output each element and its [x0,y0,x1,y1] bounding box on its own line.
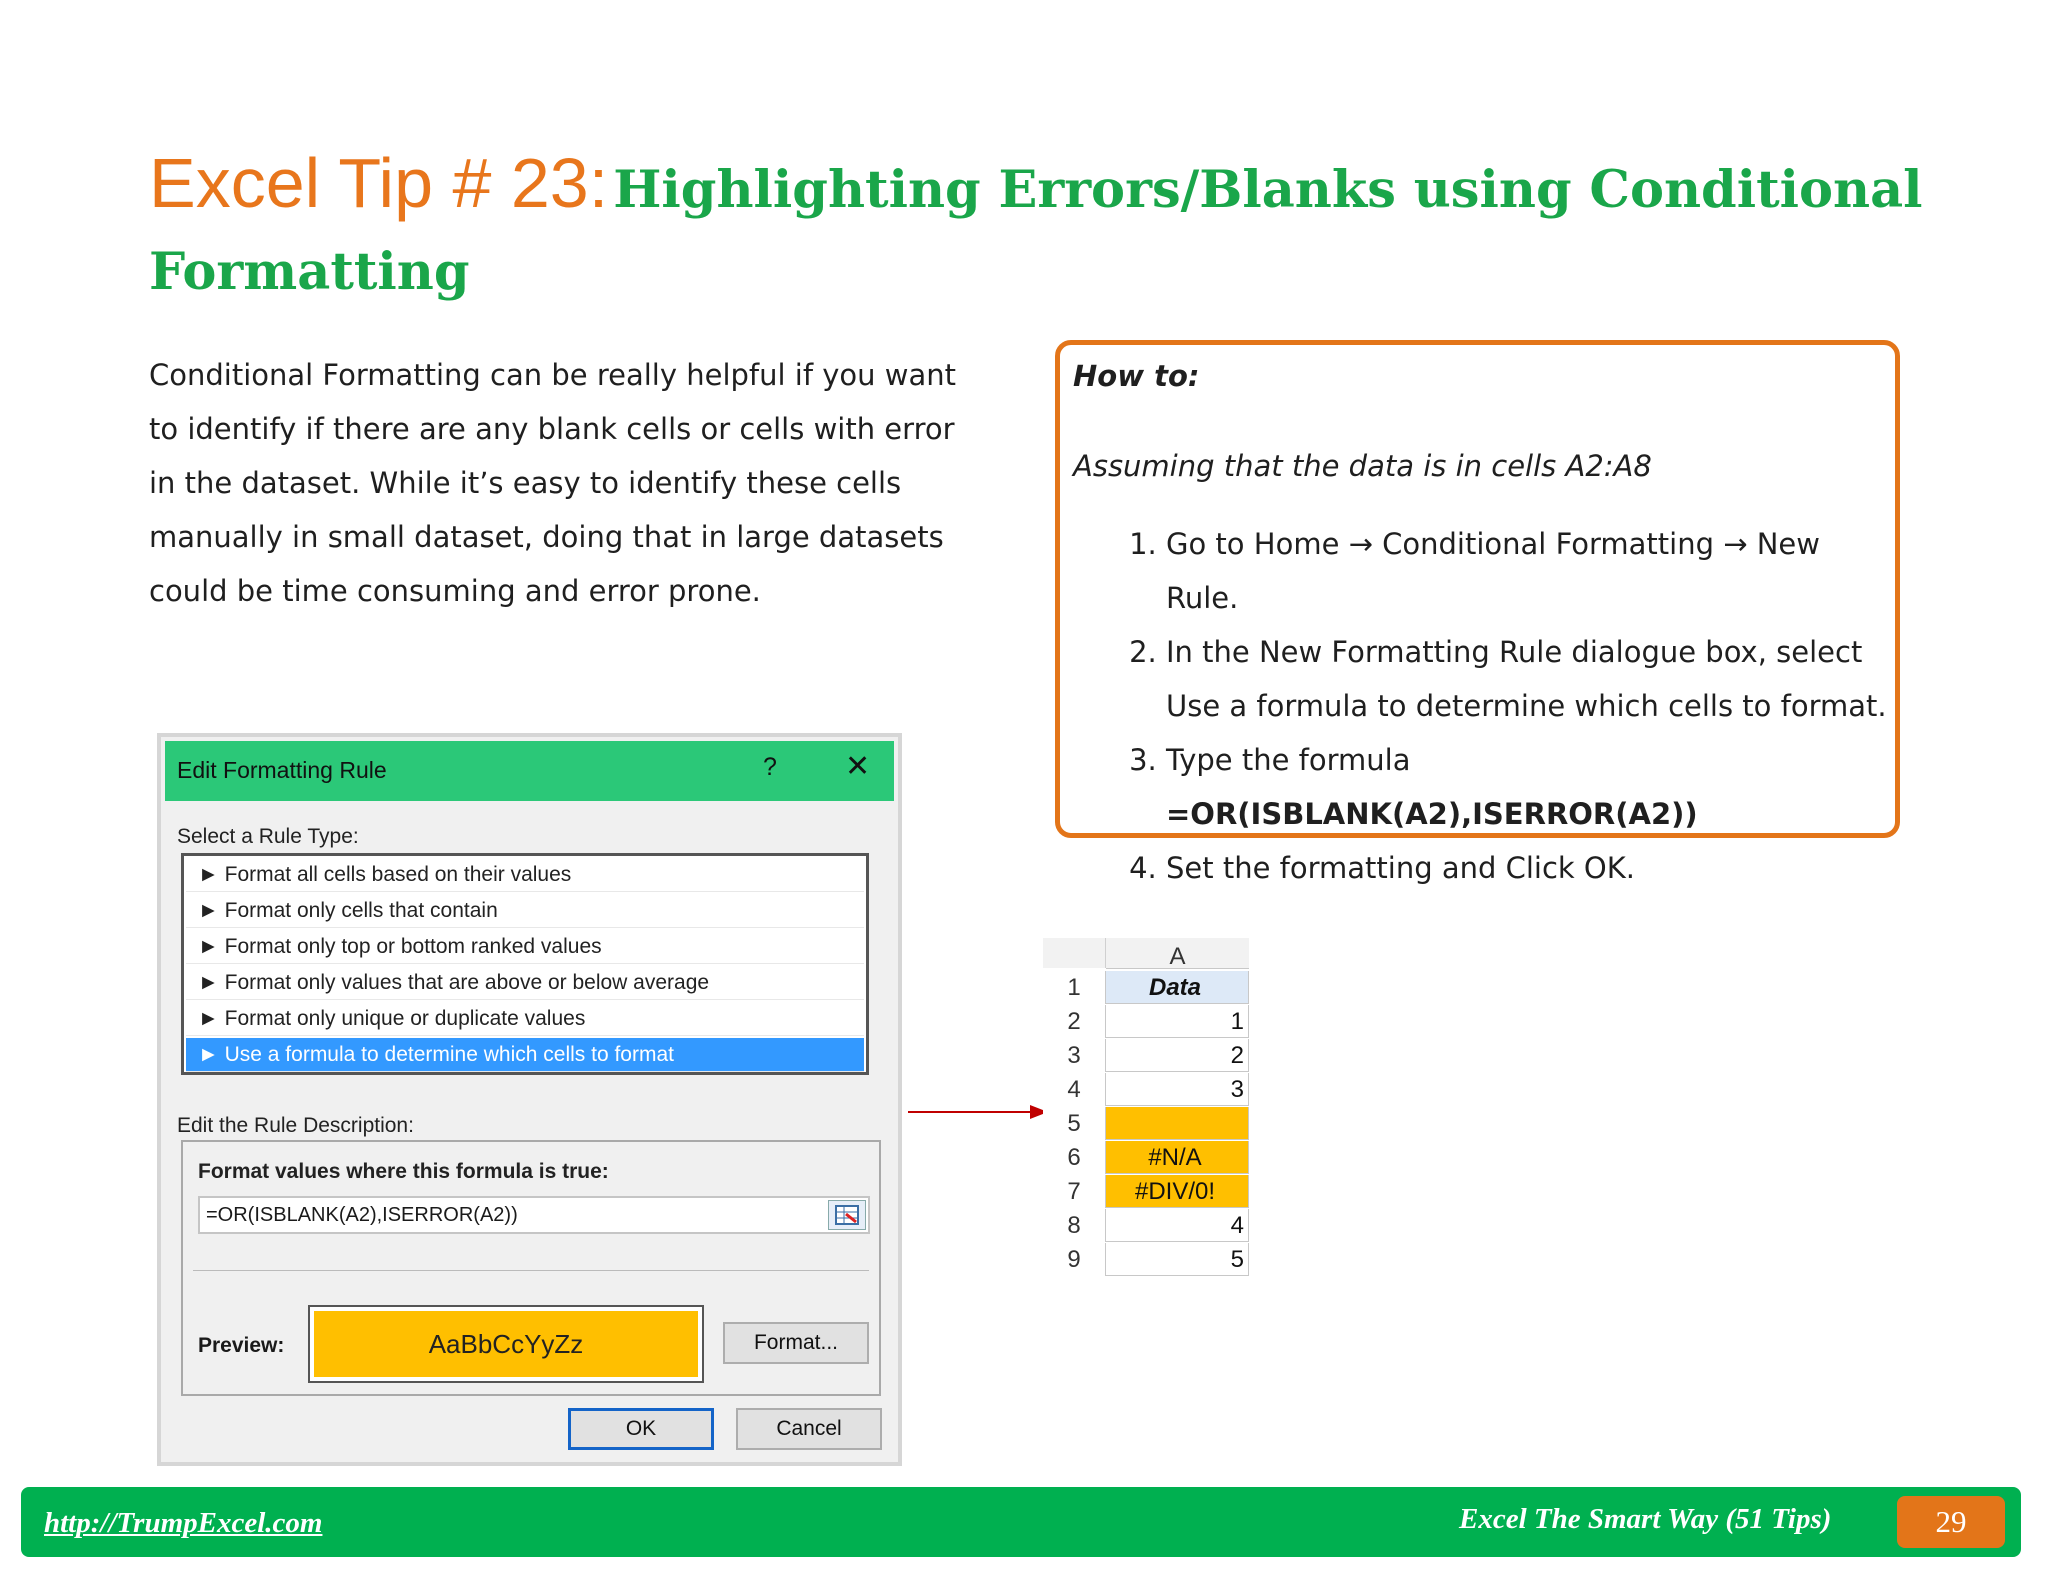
edit-rule-description-label: Edit the Rule Description: [177,1114,414,1137]
close-icon[interactable]: ✕ [845,750,871,783]
select-all-corner [1043,938,1106,968]
footer-link[interactable]: http://TrumpExcel.com [44,1507,323,1539]
step-item: 1. Go to Home → Conditional Formatting → New Rule. [1166,517,1901,625]
select-rule-type-label: Select a Rule Type: [177,825,359,848]
rule-type-list[interactable] [181,853,869,1075]
dialog-title: Edit Formatting Rule [177,757,387,783]
step-item: 2. In the New Formatting Rule dialogue box, select Use a formula to determine which cells to format. [1166,625,1901,733]
cell: 2 [1106,1039,1249,1072]
rule-description-panel [181,1140,881,1396]
formula-label: Format values where this formula is true: [198,1160,609,1183]
rule-type-item[interactable]: ► Format all cells based on their values [186,858,864,892]
ok-button[interactable]: OK [568,1408,714,1450]
arrow-icon [908,1100,1048,1124]
assumption-text: Assuming that the data is in cells A2:A8 [1073,449,1652,483]
format-button[interactable]: Format... [723,1322,869,1364]
tip-heading: Highlighting Errors/Blanks using Conditional Formatting [149,160,1923,302]
row-number: 4 [1043,1073,1106,1106]
row-number: 3 [1043,1039,1106,1072]
cell: 1 [1106,1005,1249,1038]
how-to-box [1055,340,1900,885]
rule-type-item-selected[interactable]: ► Use a formula to determine which cells to format [186,1038,864,1072]
row-number: 8 [1043,1209,1106,1242]
format-preview [308,1305,704,1383]
sheet-row [1043,971,1250,1004]
range-select-icon[interactable] [828,1200,866,1230]
help-button[interactable]: ? [763,753,777,781]
row-number: 1 [1043,971,1106,1004]
step-text: Type the formula [1166,743,1411,777]
cell: 4 [1106,1209,1249,1242]
step-formula: =OR(ISBLANK(A2),ISERROR(A2)) [1166,797,1698,831]
row-number: 5 [1043,1107,1106,1140]
sheet-row [1043,1209,1250,1242]
sheet-row [1043,1073,1250,1106]
preview-text: AaBbCcYyZz [314,1311,698,1377]
sheet-row [1043,1141,1250,1174]
rule-type-item[interactable]: ► Format only values that are above or below average [186,966,864,1000]
row-number: 7 [1043,1175,1106,1208]
intro-paragraph: Conditional Formatting can be really helpful if you want to identify if there are any blank cells or cells with error in the dataset. While it’s easy to identify these cells manually in small dataset, doing that in large datasets could be time consuming and error prone. [149,358,957,608]
formula-input[interactable] [198,1196,870,1234]
sheet-row [1043,1039,1250,1072]
steps-list [1130,517,1901,895]
book-title: Excel The Smart Way (51 Tips) [1459,1503,1832,1535]
divider [193,1270,869,1271]
cancel-button[interactable]: Cancel [736,1408,882,1450]
sheet-row [1043,1107,1250,1140]
column-header-a: A [1106,938,1249,969]
cell: 3 [1106,1073,1249,1106]
page-number: 29 [1897,1496,2005,1548]
row-number: 2 [1043,1005,1106,1038]
step-item: 4. Set the formatting and Click OK. [1166,841,1901,895]
page-footer [21,1487,2021,1557]
sheet-row [1043,1005,1250,1038]
rule-type-item[interactable]: ► Format only cells that contain [186,894,864,928]
sheet-row [1043,1243,1250,1276]
rule-type-item[interactable]: ► Format only top or bottom ranked values [186,930,864,964]
cell-highlighted [1106,1107,1249,1140]
cell: 5 [1106,1243,1249,1276]
row-number: 9 [1043,1243,1106,1276]
edit-formatting-rule-dialog [157,733,902,1466]
step-item [1166,733,1901,841]
row-number: 6 [1043,1141,1106,1174]
dialog-titlebar [165,741,894,801]
preview-label: Preview: [198,1334,285,1357]
formula-value: =OR(ISBLANK(A2),ISERROR(A2)) [206,1204,518,1226]
tip-number: Excel Tip # 23: [149,144,609,222]
cell-highlighted: #N/A [1106,1141,1249,1174]
page-title [149,144,1949,319]
sheet-row [1043,1175,1250,1208]
cell: Data [1106,971,1249,1004]
rule-type-item[interactable]: ► Format only unique or duplicate values [186,1002,864,1036]
how-to-heading: How to: [1073,359,1200,393]
cell-highlighted: #DIV/0! [1106,1175,1249,1208]
